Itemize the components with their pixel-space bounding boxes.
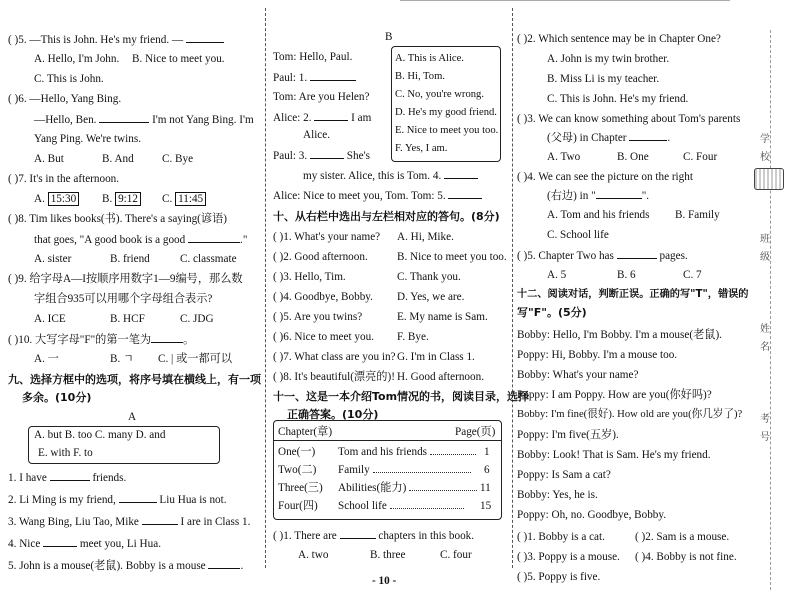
box-b-item: E. Nice to meet you too. <box>395 125 499 136</box>
match-left: ( )3. Hello, Tim. <box>273 271 346 283</box>
q10-option-c: C. | 或一都可以 <box>158 353 233 365</box>
q7-option-c: C. 11:45 <box>162 192 206 206</box>
margin-label: 学 <box>760 134 770 145</box>
page-number: - 10 - <box>372 575 397 587</box>
column-divider <box>512 8 513 568</box>
dialog-6: Paul: 3. She's <box>273 150 370 162</box>
dialog-2: Paul: 1. <box>273 70 356 85</box>
q8-line2: that goes, "A good book is a good ." <box>34 234 248 246</box>
q6-option-b: B. And <box>102 153 134 165</box>
q6-option-a: A. But <box>34 153 64 165</box>
margin-label: 校 <box>760 152 770 163</box>
margin-label: 级 <box>760 252 770 263</box>
box-b-item: C. No, you're wrong. <box>395 89 485 100</box>
q6-line3: Yang Ping. We're twins. <box>34 133 141 145</box>
reading-line: Bobby: Yes, he is. <box>517 489 598 501</box>
top-rule <box>400 0 730 1</box>
reading-line: Bobby: Hello, I'm Bobby. I'm a mouse(老鼠). <box>517 329 722 341</box>
match-left: ( )5. Are you twins? <box>273 311 363 323</box>
dialog-8: Alice: Nice to meet you, Tom. Tom: 5. <box>273 188 482 203</box>
toc-row: Tom and his friends <box>338 445 476 459</box>
q9: ( )9. 给字母A—I按顺序用数字1—9编号，那么数 <box>8 273 243 285</box>
fill-5: 5. John is a mouse(老鼠). Bobby is a mouse . <box>8 560 244 572</box>
column-divider <box>265 8 266 568</box>
fill-4: 4. Nice meet you, Li Hua. <box>8 538 161 550</box>
box-b-item: B. Hi, Tom. <box>395 71 445 82</box>
q9-option-c: C. JDG <box>180 313 214 325</box>
q6-option-c: C. Bye <box>162 153 194 165</box>
clock-icon: 9:12 <box>115 192 141 206</box>
match-right: D. Yes, we are. <box>397 291 465 303</box>
margin-label: 考 <box>760 414 770 425</box>
box-b-item: A. This is Alice. <box>395 53 464 64</box>
match-right: G. I'm in Class 1. <box>397 351 475 363</box>
reading-line: Bobby: I'm fine(很好). How old are you(你几岁了)? <box>517 409 743 420</box>
box-a-row1: A. but B. too C. many D. and <box>34 429 166 441</box>
judge-1: ( )1. Bobby is a cat. <box>517 531 605 543</box>
reading-line: Poppy: I'm five(五岁). <box>517 429 619 441</box>
match-right: H. Good afternoon. <box>397 371 484 383</box>
q7-option-a: A. 15:30 <box>34 192 79 206</box>
margin-label: 班 <box>760 234 770 245</box>
toc-row: 11 <box>480 482 491 494</box>
calculator-icon <box>754 168 784 190</box>
margin-cut-line <box>770 30 771 590</box>
dialog-5: Alice. <box>303 129 331 141</box>
toc-q3-option-a: A. Two <box>547 151 581 163</box>
q6-line2: —Hello, Ben. I'm not Yang Bing. I'm <box>34 114 254 126</box>
toc-q4-line2: (右边) in " ". <box>547 190 650 202</box>
toc-row: 1 <box>484 446 490 458</box>
toc-q1: ( )1. There are chapters in this book. <box>273 530 475 542</box>
box-a-title: A <box>128 411 137 423</box>
dialog-4: Alice: 2. I am <box>273 112 372 124</box>
toc-q3: ( )3. We can know something about Tom's parents <box>517 113 741 125</box>
section-10-title: 十、从右栏中选出与左栏相对应的答句。(8分) <box>273 210 500 223</box>
toc-q4-option-c: C. School life <box>547 229 609 241</box>
toc-row: Three(三) <box>278 482 323 494</box>
toc-q1-option-a: A. two <box>298 549 329 561</box>
q10-option-b: B. ㄱ <box>110 353 134 365</box>
fill-1: 1. I have friends. <box>8 472 127 484</box>
clock-icon: 15:30 <box>48 192 79 206</box>
section-11-title-line2: 正确答案。(10分) <box>287 408 379 421</box>
toc-row: School life <box>338 499 464 513</box>
q10-option-a: A. 一 <box>34 353 59 365</box>
toc-row: One(一) <box>278 446 316 458</box>
section-12-title: 十二、阅读对话，判断正误。正确的写"T"，错误的 <box>517 289 749 300</box>
q7-option-b: B. 9:12 <box>102 192 141 206</box>
q9-line2: 字组合935可以用哪个字母组合表示? <box>34 293 213 305</box>
toc-q2-option-a: A. John is my twin brother. <box>547 53 670 65</box>
box-b-item: F. Yes, I am. <box>395 143 448 154</box>
judge-3: ( )3. Poppy is a mouse. <box>517 551 620 563</box>
toc-header-chapter: Chapter(章) <box>278 426 333 438</box>
toc-q3-option-b: B. One <box>617 151 649 163</box>
match-right: A. Hi, Mike. <box>397 231 454 243</box>
fill-3: 3. Wang Bing, Liu Tao, Mike I are in Class 1. <box>8 516 251 528</box>
q8: ( )8. Tim likes books(书). There's a saying(谚语) <box>8 213 228 225</box>
toc-q5-option-a: A. 5 <box>547 269 567 281</box>
box-a-row2: E. with F. to <box>38 447 93 459</box>
q7: ( )7. It's in the afternoon. <box>8 173 120 185</box>
dialog-1: Tom: Hello, Paul. <box>273 51 353 63</box>
q5-option-a: A. Hello, I'm John. <box>34 53 120 65</box>
toc-q4-option-b: B. Family <box>675 209 720 221</box>
q8-option-b: B. friend <box>110 253 150 265</box>
toc-row: Abilities(能力) <box>338 481 477 495</box>
toc-q2-option-c: C. This is John. He's my friend. <box>547 93 689 105</box>
match-left: ( )1. What's your name? <box>273 231 381 243</box>
match-right: F. Bye. <box>397 331 429 343</box>
margin-label: 姓 <box>760 324 770 335</box>
match-right: C. Thank you. <box>397 271 461 283</box>
q5: ( )5. —This is John. He's my friend. — <box>8 32 224 47</box>
judge-2: ( )2. Sam is a mouse. <box>635 531 730 543</box>
box-b-item: D. He's my good friend. <box>395 107 497 118</box>
match-right: E. My name is Sam. <box>397 311 488 323</box>
section-11-title: 十一、这是一本介绍Tom情况的书，阅读目录，选择 <box>273 390 530 403</box>
binding-margin <box>752 30 782 590</box>
q9-option-a: A. ICE <box>34 313 66 325</box>
q8-option-c: C. classmate <box>180 253 237 265</box>
toc-divider <box>273 440 501 441</box>
q8-option-a: A. sister <box>34 253 72 265</box>
section-9-title-line2: 多余。(10分) <box>22 391 92 404</box>
q5-option-c: C. This is John. <box>34 73 104 85</box>
clock-icon: 11:45 <box>175 192 206 206</box>
toc-q1-option-b: B. three <box>370 549 406 561</box>
toc-q2: ( )2. Which sentence may be in Chapter One? <box>517 33 721 45</box>
match-left: ( )4. Goodbye, Bobby. <box>273 291 373 303</box>
reading-line: Poppy: Oh, no. Goodbye, Bobby. <box>517 509 667 521</box>
reading-line: Poppy: I am Poppy. How are you(你好吗)? <box>517 389 712 401</box>
toc-q4: ( )4. We can see the picture on the right <box>517 171 693 183</box>
toc-row: Family <box>338 463 471 477</box>
dialog-3: Tom: Are you Helen? <box>273 91 370 103</box>
toc-q1-option-c: C. four <box>440 549 472 561</box>
q5-option-b: B. Nice to meet you. <box>132 53 225 65</box>
reading-line: Bobby: Look! That is Sam. He's my friend. <box>517 449 711 461</box>
section-9-title: 九、选择方框中的选项，将序号填在横线上，有一项 <box>8 373 261 386</box>
toc-row: Four(四) <box>278 500 318 512</box>
toc-row: Two(二) <box>278 464 317 476</box>
judge-5: ( )5. Poppy is five. <box>517 571 601 583</box>
toc-q2-option-b: B. Miss Li is my teacher. <box>547 73 660 85</box>
section-12-title-line2: 写"F"。(5分) <box>517 306 587 319</box>
q9-option-b: B. HCF <box>110 313 145 325</box>
dialog-7: my sister. Alice, this is Tom. 4. <box>303 168 478 183</box>
match-left: ( )7. What class are you in? <box>273 351 396 363</box>
toc-row: 15 <box>480 500 492 512</box>
q6: ( )6. —Hello, Yang Bing. <box>8 93 122 105</box>
toc-q5: ( )5. Chapter Two has pages. <box>517 250 688 262</box>
margin-label: 号 <box>760 432 770 443</box>
q10: ( )10. 大写字母"F"的第一笔为 。 <box>8 334 195 346</box>
match-right: B. Nice to meet you too. <box>397 251 507 263</box>
toc-q5-option-c: C. 7 <box>683 269 702 281</box>
toc-q3-line2: (父母) in Chapter . <box>547 132 671 144</box>
toc-q3-option-c: C. Four <box>683 151 718 163</box>
toc-row: 6 <box>484 464 490 476</box>
toc-q4-option-a: A. Tom and his friends <box>547 209 650 221</box>
match-left: ( )6. Nice to meet you. <box>273 331 374 343</box>
toc-q5-option-b: B. 6 <box>617 269 636 281</box>
match-left: ( )8. It's beautiful(漂亮的)! <box>273 371 395 383</box>
toc-header-page: Page(页) <box>455 426 496 438</box>
box-b-title: B <box>385 31 393 43</box>
reading-line: Poppy: Is Sam a cat? <box>517 469 611 481</box>
margin-label: 名 <box>760 342 770 353</box>
match-left: ( )2. Good afternoon. <box>273 251 368 263</box>
judge-4: ( )4. Bobby is not fine. <box>635 551 737 563</box>
fill-2: 2. Li Ming is my friend, Liu Hua is not. <box>8 494 227 506</box>
reading-line: Bobby: What's your name? <box>517 369 639 381</box>
reading-line: Poppy: Hi, Bobby. I'm a mouse too. <box>517 349 678 361</box>
